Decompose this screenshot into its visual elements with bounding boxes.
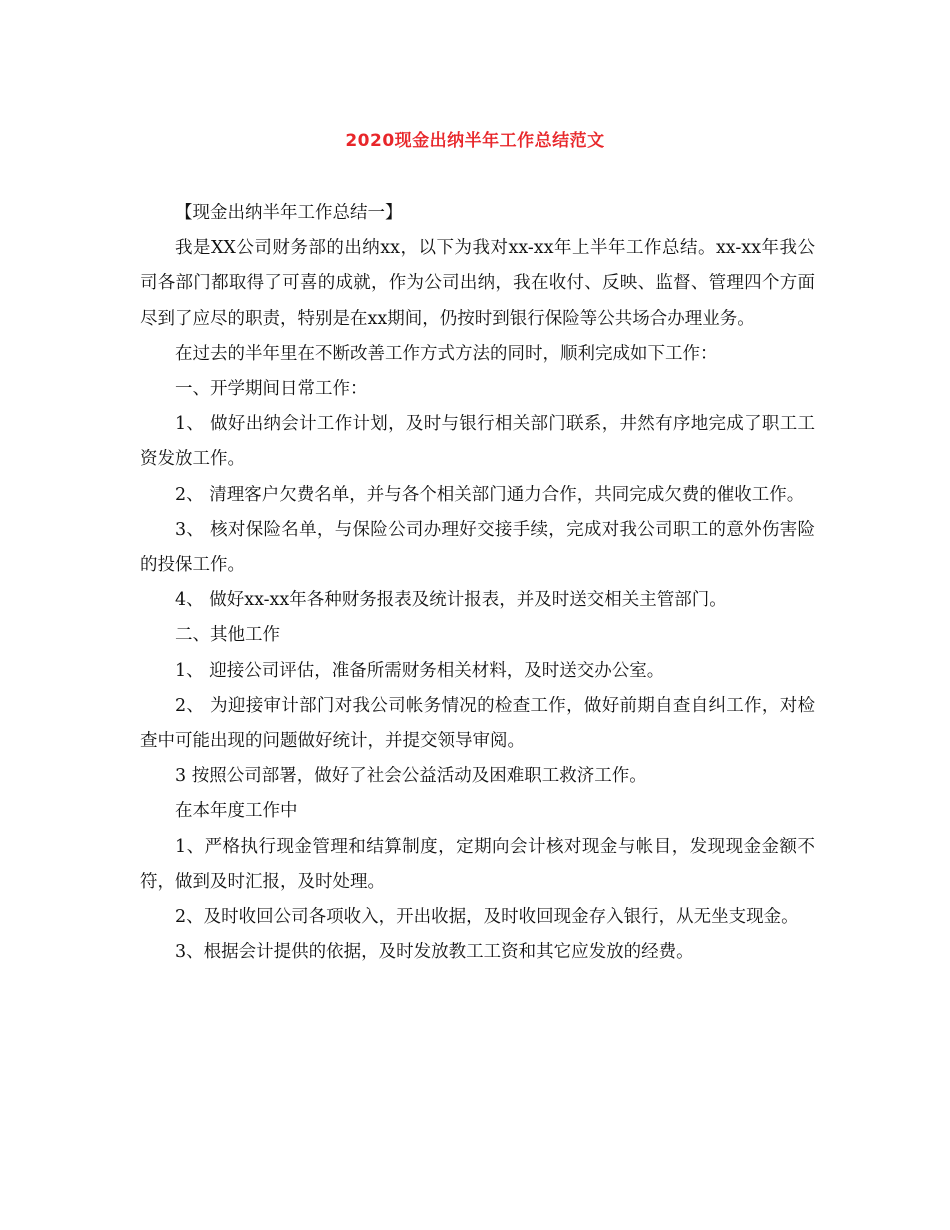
list-item: 3 按照公司部署，做好了社会公益活动及困难职工救济工作。	[175, 766, 647, 787]
list-item: 1、严格执行现金管理和结算制度，定期向会计核对现金与帐目，发现现金金额不符，做到及时汇报，及时处理。	[140, 836, 815, 892]
list-item: 2、及时收回公司各项收入，开出收据，及时收回现金存入银行，从无坐支现金。	[175, 907, 799, 928]
document-body	[140, 196, 815, 970]
list-item: 3、 核对保险名单，与保险公司办理好交接手续，完成对我公司职工的意外伤害险的投保工作。	[140, 519, 815, 576]
subheading-other-work: 二、其他工作	[175, 625, 280, 646]
document-title: 2020现金出纳半年工作总结范文	[345, 131, 605, 151]
list-item: 4、 做好xx-xx年各种财务报表及统计报表，并及时送交相关主管部门。	[175, 590, 727, 611]
list-item: 2、 清理客户欠费名单，并与各个相关部门通力合作，共同完成欠费的催收工作。	[175, 484, 805, 505]
subheading-daily-work: 一、开学期间日常工作：	[175, 379, 368, 400]
list-item: 2、 为迎接审计部门对我公司帐务情况的检查工作，做好前期自查自纠工作，对检查中可能出现的问题做好统计，并提交领导审阅。	[140, 695, 815, 752]
list-item: 1、 做好出纳会计工作计划，及时与银行相关部门联系，井然有序地完成了职工工资发放工作。	[140, 414, 815, 470]
list-item: 1、 迎接公司评估，准备所需财务相关材料，及时送交办公室。	[175, 660, 665, 681]
list-item: 3、根据会计提供的依据，及时发放教工工资和其它应发放的经费。	[175, 942, 694, 963]
intro-paragraph: 我是XX公司财务部的出纳xx，以下为我对xx-xx年上半年工作总结。xx-xx年我公司各部门都取得了可喜的成就，作为公司出纳，我在收付、反映、监督、管理四个方面尽到了应尽的职责，特别是在xx期间，仍按时到银行保险等公共场合办理业务。	[140, 238, 815, 329]
subheading-this-year: 在本年度工作中	[175, 801, 298, 822]
section-heading: 【现金出纳半年工作总结一】	[175, 203, 403, 223]
summary-paragraph: 在过去的半年里在不断改善工作方式方法的同时，顺利完成如下工作：	[175, 343, 718, 364]
